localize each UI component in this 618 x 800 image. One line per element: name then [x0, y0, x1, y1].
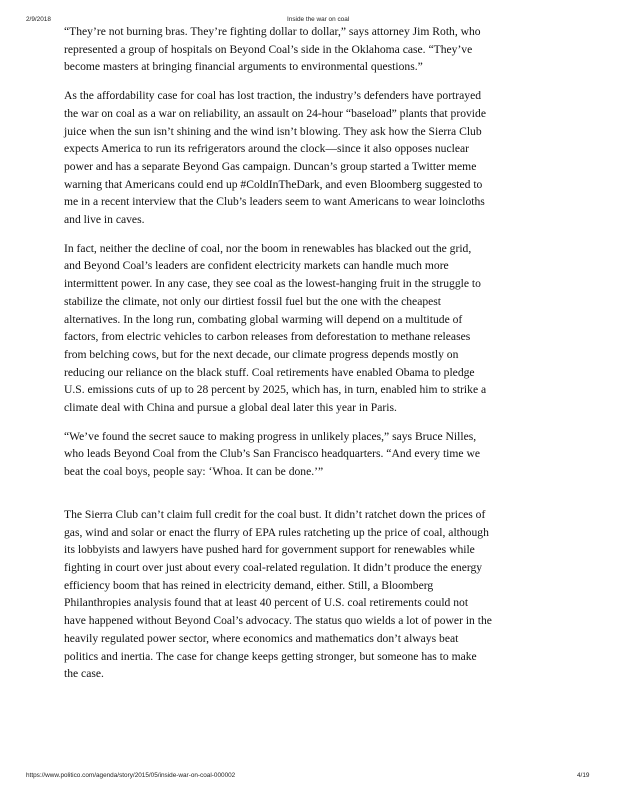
text-line: represented a group of hospitals on Beyond Coal’s side in the Oklahoma case. “They’ve [64, 42, 473, 56]
text-line: climate deal with China and pursue a global deal later this year in Paris. [64, 401, 397, 415]
text-line: Philanthropies analysis found that at least 40 percent of U.S. coal retirements could not [64, 596, 469, 610]
print-header-title: Inside the war on coal [287, 16, 350, 23]
text-line: intermittent power. In any case, they see coal as the lowest-hanging fruit in the struggle to [64, 277, 481, 291]
text-line: its lobbyists and lawyers have pushed hard for government support for renewables while [64, 543, 475, 557]
text-line: The Sierra Club can’t claim full credit for the coal bust. It didn’t ratchet down the prices of [64, 507, 486, 521]
text-line: and live in caves. [64, 213, 145, 227]
text-line: and Beyond Coal’s leaders are confident electricity markets can handle much more [64, 259, 449, 273]
text-line: who leads Beyond Coal from the Club’s San Francisco headquarters. “And every time we [64, 447, 480, 461]
text-line: gas, wind and solar or enact the flurry of EPA rules ratcheting up the price of coal, although [64, 525, 489, 539]
paragraph-coal-bust [64, 506, 516, 683]
text-line: fighting in court over just about every coal-related regulation. It didn’t produce the energy [64, 560, 483, 574]
text-line: factors, from electric vehicles to carbon releases from deforestation to methane releases [64, 330, 471, 344]
text-line: stabilize the climate, not only our dirtiest fossil fuel but the one with the cheapest [64, 294, 442, 308]
text-line: become masters at bringing financial arguments to environmental questions.” [64, 60, 423, 74]
text-line: In fact, neither the decline of coal, nor the boom in renewables has blacked out the grid, [64, 241, 472, 255]
text-line: reducing our reliance on the black stuff. Coal retirements have enabled Obama to pledge [64, 365, 475, 379]
text-line: power and has a separate Beyond Gas campaign. Duncan’s group started a Twitter meme [64, 159, 477, 173]
text-line: “We’ve found the secret sauce to making progress in unlikely places,” says Bruce Nilles, [64, 429, 477, 443]
paragraph-nilles-quote [64, 428, 516, 481]
text-line: have happened without Beyond Coal’s advocacy. The status quo wields a lot of power in the [64, 614, 492, 628]
text-line: As the affordability case for coal has lost traction, the industry’s defenders have portrayed [64, 89, 482, 103]
text-line: “They’re not burning bras. They’re fighting dollar to dollar,” says attorney Jim Roth, who [64, 25, 481, 38]
text-line: the case. [64, 667, 104, 681]
article-body [64, 23, 516, 694]
print-date: 2/9/2018 [26, 16, 51, 23]
text-line: heavily regulated power sector, where economics and mathematics don’t always beat [64, 631, 459, 645]
text-line: me in a recent interview that the Club’s leaders seem to want Americans to wear loincloths [64, 195, 485, 209]
text-line: the war on coal as a war on reliability, an assault on 24-hour “baseload” plants that provide [64, 106, 486, 120]
text-line: alternatives. In the long run, combating global warming will depend on a multitude of [64, 312, 463, 326]
text-line: efficiency boom that has reined in electricity demand, either. Still, a Bloomberg [64, 578, 434, 592]
text-line: warning that Americans could end up #ColdInTheDark, and even Bloomberg suggested to [64, 177, 483, 191]
paragraph-reliability [64, 87, 516, 229]
text-line: politics and inertia. The case for change keeps getting stronger, but someone has to make [64, 649, 477, 663]
text-line: U.S. emissions cuts of up to 28 percent by 2025, which has, in turn, enabled him to strike a [64, 383, 487, 397]
text-line: beat the coal boys, people say: ‘Whoa. It can be done.’” [64, 465, 324, 479]
page-number: 4/19 [577, 772, 590, 779]
paragraph-roth-quote [64, 23, 516, 76]
text-line: from belching cows, but for the next decade, our climate progress depends mostly on [64, 347, 459, 361]
paragraph-grid-decline [64, 240, 516, 417]
print-source-url: https://www.politico.com/agenda/story/2015/05/inside-war-on-coal-000002 [26, 772, 236, 779]
text-line: expects America to run its refrigerators around the clock—since it also opposes nuclear [64, 142, 469, 156]
text-line: juice when the sun isn’t shining and the wind isn’t blowing. They ask how the Sierra Club [64, 124, 482, 138]
